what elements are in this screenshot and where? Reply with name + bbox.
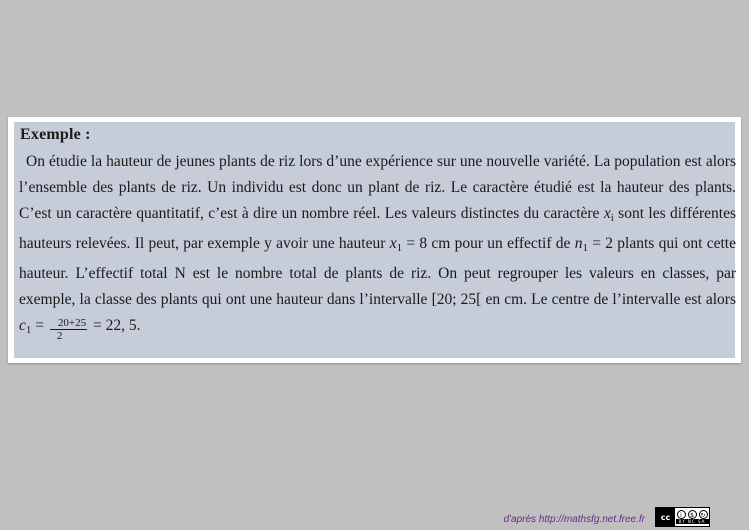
example-frame [8,117,741,363]
example-box [14,122,735,358]
math-fraction [50,317,87,342]
sa-icon: ↻ [700,512,706,519]
math-n1: $n_1$ [574,235,588,254]
by-icon: i [677,510,686,519]
text-segment: sont les différentes hauteurs relevées. Il peut, par exemple y avoir une hauteur [19,205,736,252]
text-segment: = 2 plants qui ont cette hauteur. L’effectif total N est le nombre total de plants de riz. On peut regrouper les valeurs en classes, par exemple, la classe des plants qui ont une hauteur dans l’intervalle [19,235,736,308]
text-segment: = 22, 5. [89,317,141,334]
text-segment: = 8 cm pour un effectif de [402,235,575,252]
fraction-denominator: 2 [56,330,63,342]
cc-logo-icon: cc [656,508,675,526]
example-heading: Exemple : [20,126,91,143]
nc-icon: $ [688,510,697,519]
text-segment: en cm. Le centre de l’intervalle est alors [481,291,736,308]
example-paragraph [19,149,736,343]
license-terms: BY NC SA [676,519,709,524]
fraction-numerator: 20+25 [50,317,87,330]
source-credit: d'après http://mathsfg.net.free.fr [503,514,645,525]
text-segment: = [31,317,48,334]
math-interval: [20; 25[ [431,291,482,308]
text-segment: On étudie la hauteur de jeunes plants de riz lors d’une expérience sur une nouvelle variété. La population est alors l’ensemble des plants de riz. Un individu est donc un plant de riz. Le caractère étudié est la hauteur des plants. C’est un caractère quantitatif, c’est à dire un nombre réel. Les valeurs distinctes du caractère [19,153,736,222]
math-x1: $x_1$ [389,235,403,254]
math-c1: $c_1$ [19,317,32,336]
cc-license-badge [655,507,710,527]
math-xi: $x_i$ [603,205,614,224]
